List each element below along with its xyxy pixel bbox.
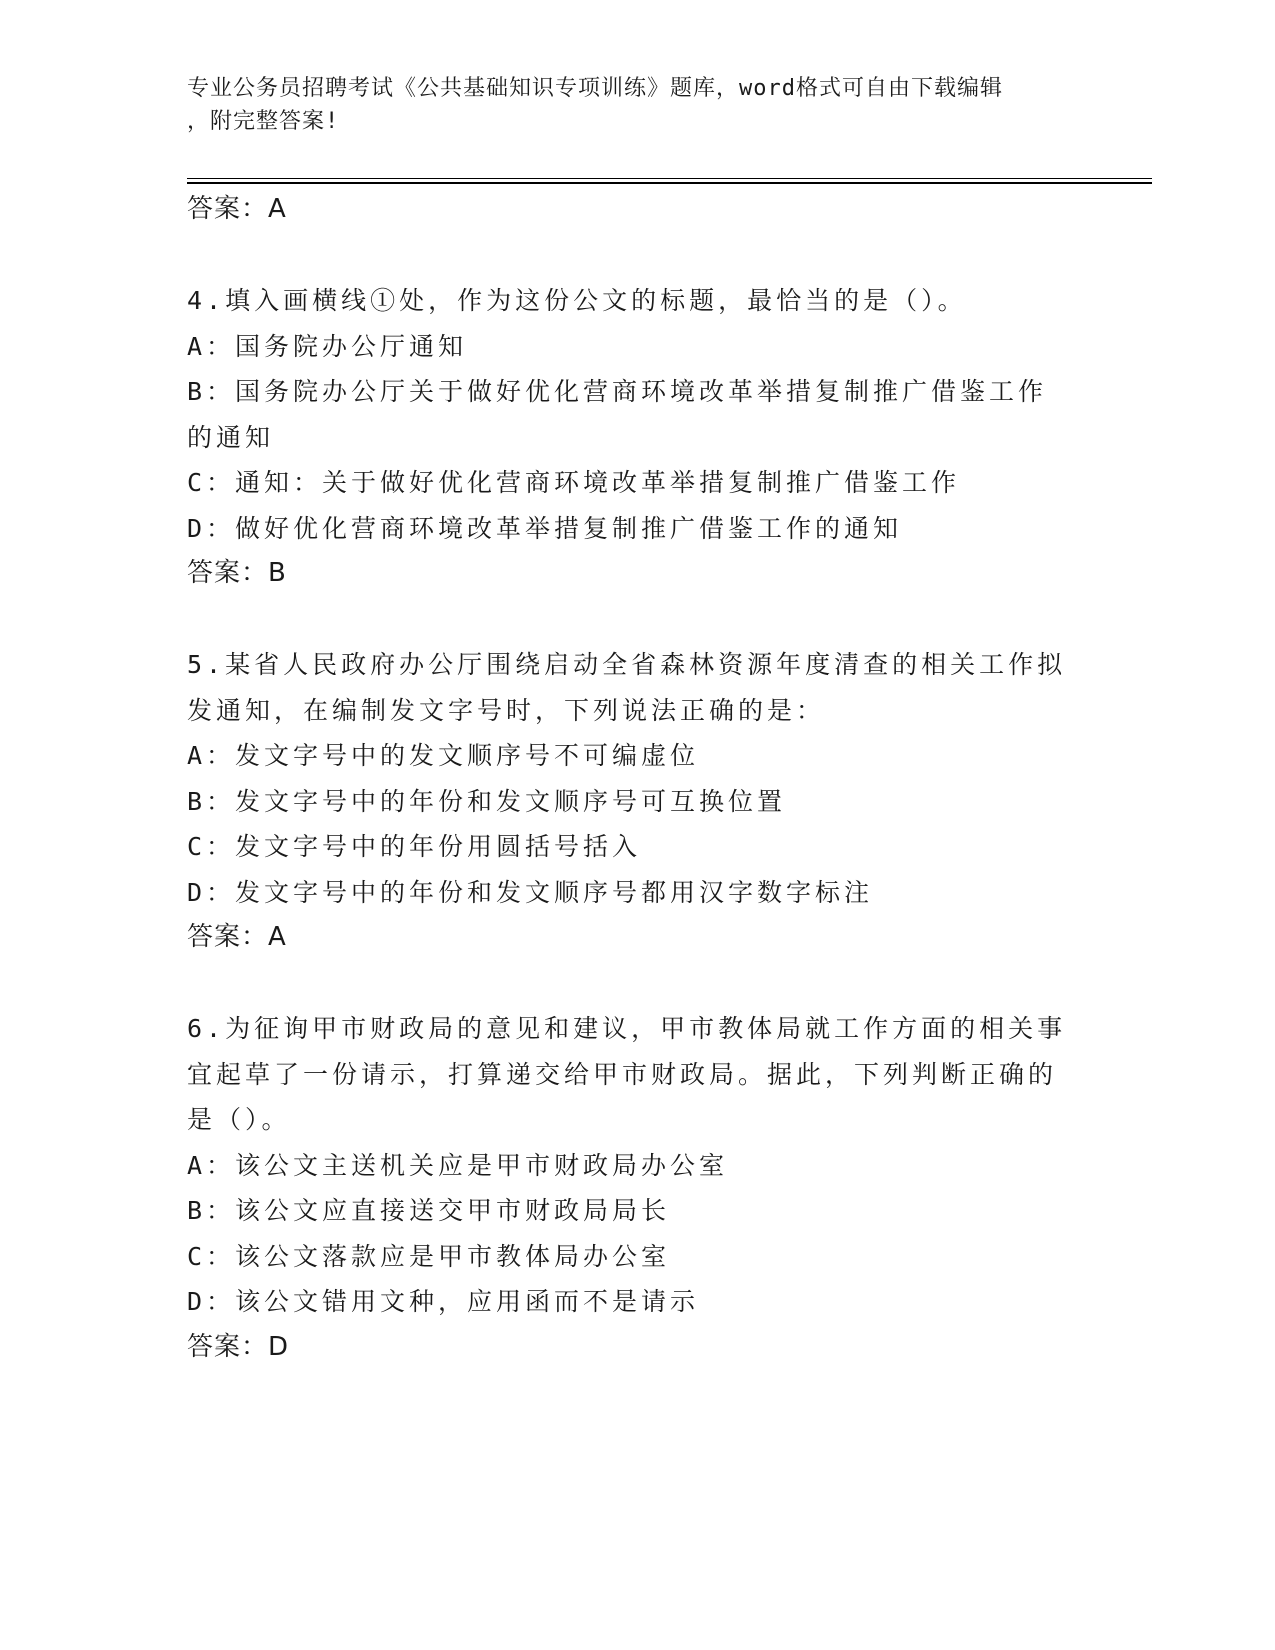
page-header — [187, 72, 1067, 138]
option-b: B：发文字号中的年份和发文顺序号可互换位置 — [187, 786, 787, 816]
option-d: D：发文字号中的年份和发文顺序号都用汉字数字标注 — [187, 877, 874, 907]
question-stem: 5.某省人民政府办公厅围绕启动全省森林资源年度清查的相关工作拟发通知，在编制发文字号时，下列说法正确的是： — [187, 650, 1067, 725]
answer-label: 答案：B — [187, 558, 287, 588]
question-block-5 — [187, 642, 1067, 960]
header-divider-thin — [187, 178, 1152, 179]
option-c: C：通知：关于做好优化营商环境改革举措复制推广借鉴工作 — [187, 468, 961, 497]
header-line-1: 专业公务员招聘考试《公共基础知识专项训练》题库，word格式可自由下载编辑 — [187, 76, 1003, 101]
option-c: C：该公文落款应是甲市教体局办公室 — [187, 1241, 671, 1271]
answer-label: 答案：A — [187, 922, 287, 952]
option-a: A：国务院办公厅通知 — [187, 331, 468, 361]
answer-label: 答案：D — [187, 1331, 290, 1362]
question-block-6 — [187, 1006, 1067, 1370]
header-divider-thick — [187, 182, 1152, 184]
option-b: B：该公文应直接送交甲市财政局局长 — [187, 1196, 671, 1225]
question-stem: 6.为征询甲市财政局的意见和建议，甲市教体局就工作方面的相关事宜起草了一份请示，打算递交给甲市财政局。据此，下列判断正确的是（）。 — [187, 1014, 1067, 1134]
question-content — [187, 187, 1067, 1370]
option-c: C：发文字号中的年份用圆括号括入 — [187, 832, 642, 861]
question-block-4 — [187, 278, 1067, 596]
option-a: A：发文字号中的发文顺序号不可编虚位 — [187, 741, 700, 770]
header-line-2: ，附完整答案! — [187, 109, 340, 134]
option-d: D：该公文错用文种，应用函而不是请示 — [187, 1287, 700, 1316]
answer-label: 答案：A — [187, 194, 287, 224]
option-d: D：做好优化营商环境改革举措复制推广借鉴工作的通知 — [187, 513, 903, 543]
option-b: B：国务院办公厅关于做好优化营商环境改革举措复制推广借鉴工作的通知 — [187, 377, 1048, 452]
question-stem: 4.填入画横线①处，作为这份公文的标题，最恰当的是（）。 — [187, 286, 967, 315]
option-a: A：该公文主送机关应是甲市财政局办公室 — [187, 1150, 729, 1180]
